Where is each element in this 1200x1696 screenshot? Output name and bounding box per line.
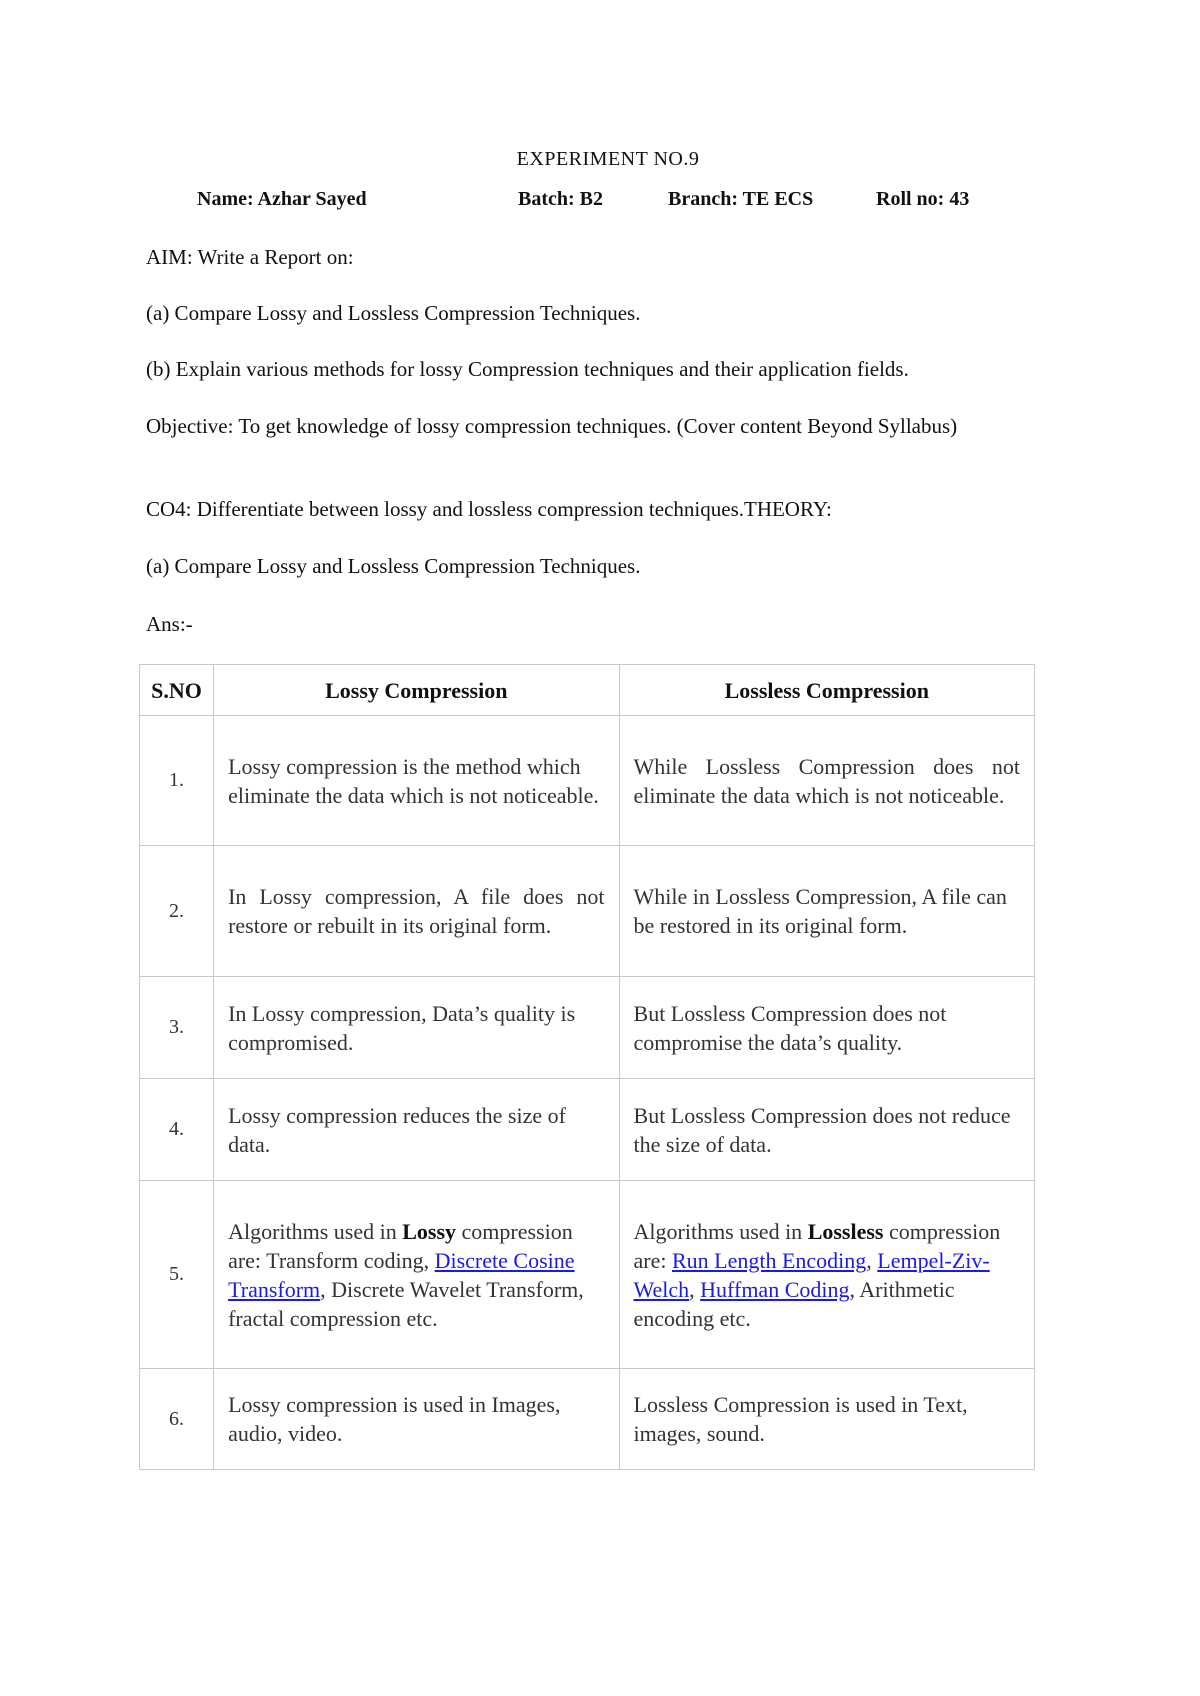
co4-text: CO4: Differentiate between lossy and lossless compression techniques.THEORY:: [146, 497, 832, 521]
table-row: [140, 1079, 1035, 1181]
experiment-title: EXPERIMENT NO.9: [516, 148, 700, 170]
lossy-keyword: Lossy: [402, 1218, 457, 1244]
lzw-link[interactable]: Lempel-Ziv-Welch: [633, 1247, 990, 1302]
answer-label: Ans:-: [146, 612, 193, 636]
lossless-algorithms-post: , Arithmetic encoding etc.: [633, 1276, 955, 1331]
table-row: [140, 846, 1035, 977]
lossless-cell: While Lossless Compression does not eliminate the data which is not noticeable.: [619, 716, 1034, 846]
lossless-keyword: Lossless: [807, 1218, 884, 1244]
part-a-repeat: (a) Compare Lossy and Lossless Compression Techniques.: [146, 554, 641, 578]
lossless-algorithms-pre: Algorithms used in: [633, 1218, 808, 1244]
comparison-table: [139, 664, 1035, 1470]
row-number: 5.: [140, 1181, 214, 1369]
huffman-link[interactable]: Huffman Coding: [700, 1276, 850, 1302]
lossless-separator: ,: [689, 1276, 701, 1302]
lossless-algorithms-cell: [619, 1181, 1034, 1369]
lossless-separator: ,: [866, 1247, 878, 1273]
lossy-algorithms-mid: compression are: Transform coding,: [228, 1218, 573, 1273]
table-row: [140, 1181, 1035, 1369]
lossy-algorithms-cell: [214, 1181, 619, 1369]
rle-link[interactable]: Run Length Encoding: [671, 1247, 867, 1273]
header-lossless: Lossless Compression: [619, 665, 1034, 716]
table-row: [140, 977, 1035, 1079]
table-row: [140, 1369, 1035, 1470]
lossless-cell: While in Lossless Compression, A file can be restored in its original form.: [619, 846, 1034, 977]
lossy-cell: Lossy compression reduces the size of data.: [214, 1079, 619, 1181]
part-b-question: (b) Explain various methods for lossy Compression techniques and their application fields.: [146, 357, 909, 381]
lossless-cell: But Lossless Compression does not compromise the data’s quality.: [619, 977, 1034, 1079]
header-sno: S.NO: [140, 665, 214, 716]
table-header-row: [140, 665, 1035, 716]
lossy-cell: Lossy compression is the method which eliminate the data which is not noticeable.: [214, 716, 619, 846]
student-branch: Branch: TE ECS: [668, 188, 814, 210]
dct-link[interactable]: Discrete Cosine Transform: [228, 1247, 575, 1302]
aim-line: AIM: Write a Report on:: [146, 245, 354, 269]
row-number: 6.: [140, 1369, 214, 1470]
lossy-cell: Lossy compression is used in Images, audio, video.: [214, 1369, 619, 1470]
header-lossy: Lossy Compression: [214, 665, 619, 716]
row-number: 1.: [140, 716, 214, 846]
row-number: 3.: [140, 977, 214, 1079]
lossy-algorithms-pre: Algorithms used in: [228, 1218, 403, 1244]
lossy-cell: In Lossy compression, A file does not restore or rebuilt in its original form.: [214, 846, 619, 977]
row-number: 4.: [140, 1079, 214, 1181]
lossy-algorithms-post: , Discrete Wavelet Transform, fractal compression etc.: [228, 1276, 584, 1331]
lossless-cell: But Lossless Compression does not reduce the size of data.: [619, 1079, 1034, 1181]
student-name: Name: Azhar Sayed: [197, 188, 367, 210]
part-a-question: (a) Compare Lossy and Lossless Compression Techniques.: [146, 301, 641, 325]
table-row: [140, 716, 1035, 846]
student-roll-no: Roll no: 43: [876, 188, 970, 210]
row-number: 2.: [140, 846, 214, 977]
student-batch: Batch: B2: [518, 188, 603, 210]
lossless-algorithms-mid: compression are:: [633, 1218, 1001, 1273]
lossy-cell: In Lossy compression, Data’s quality is compromised.: [214, 977, 619, 1079]
lossless-cell: Lossless Compression is used in Text, images, sound.: [619, 1369, 1034, 1470]
objective-text: Objective: To get knowledge of lossy compression techniques. (Cover content Beyond Syllabus): [146, 414, 958, 438]
